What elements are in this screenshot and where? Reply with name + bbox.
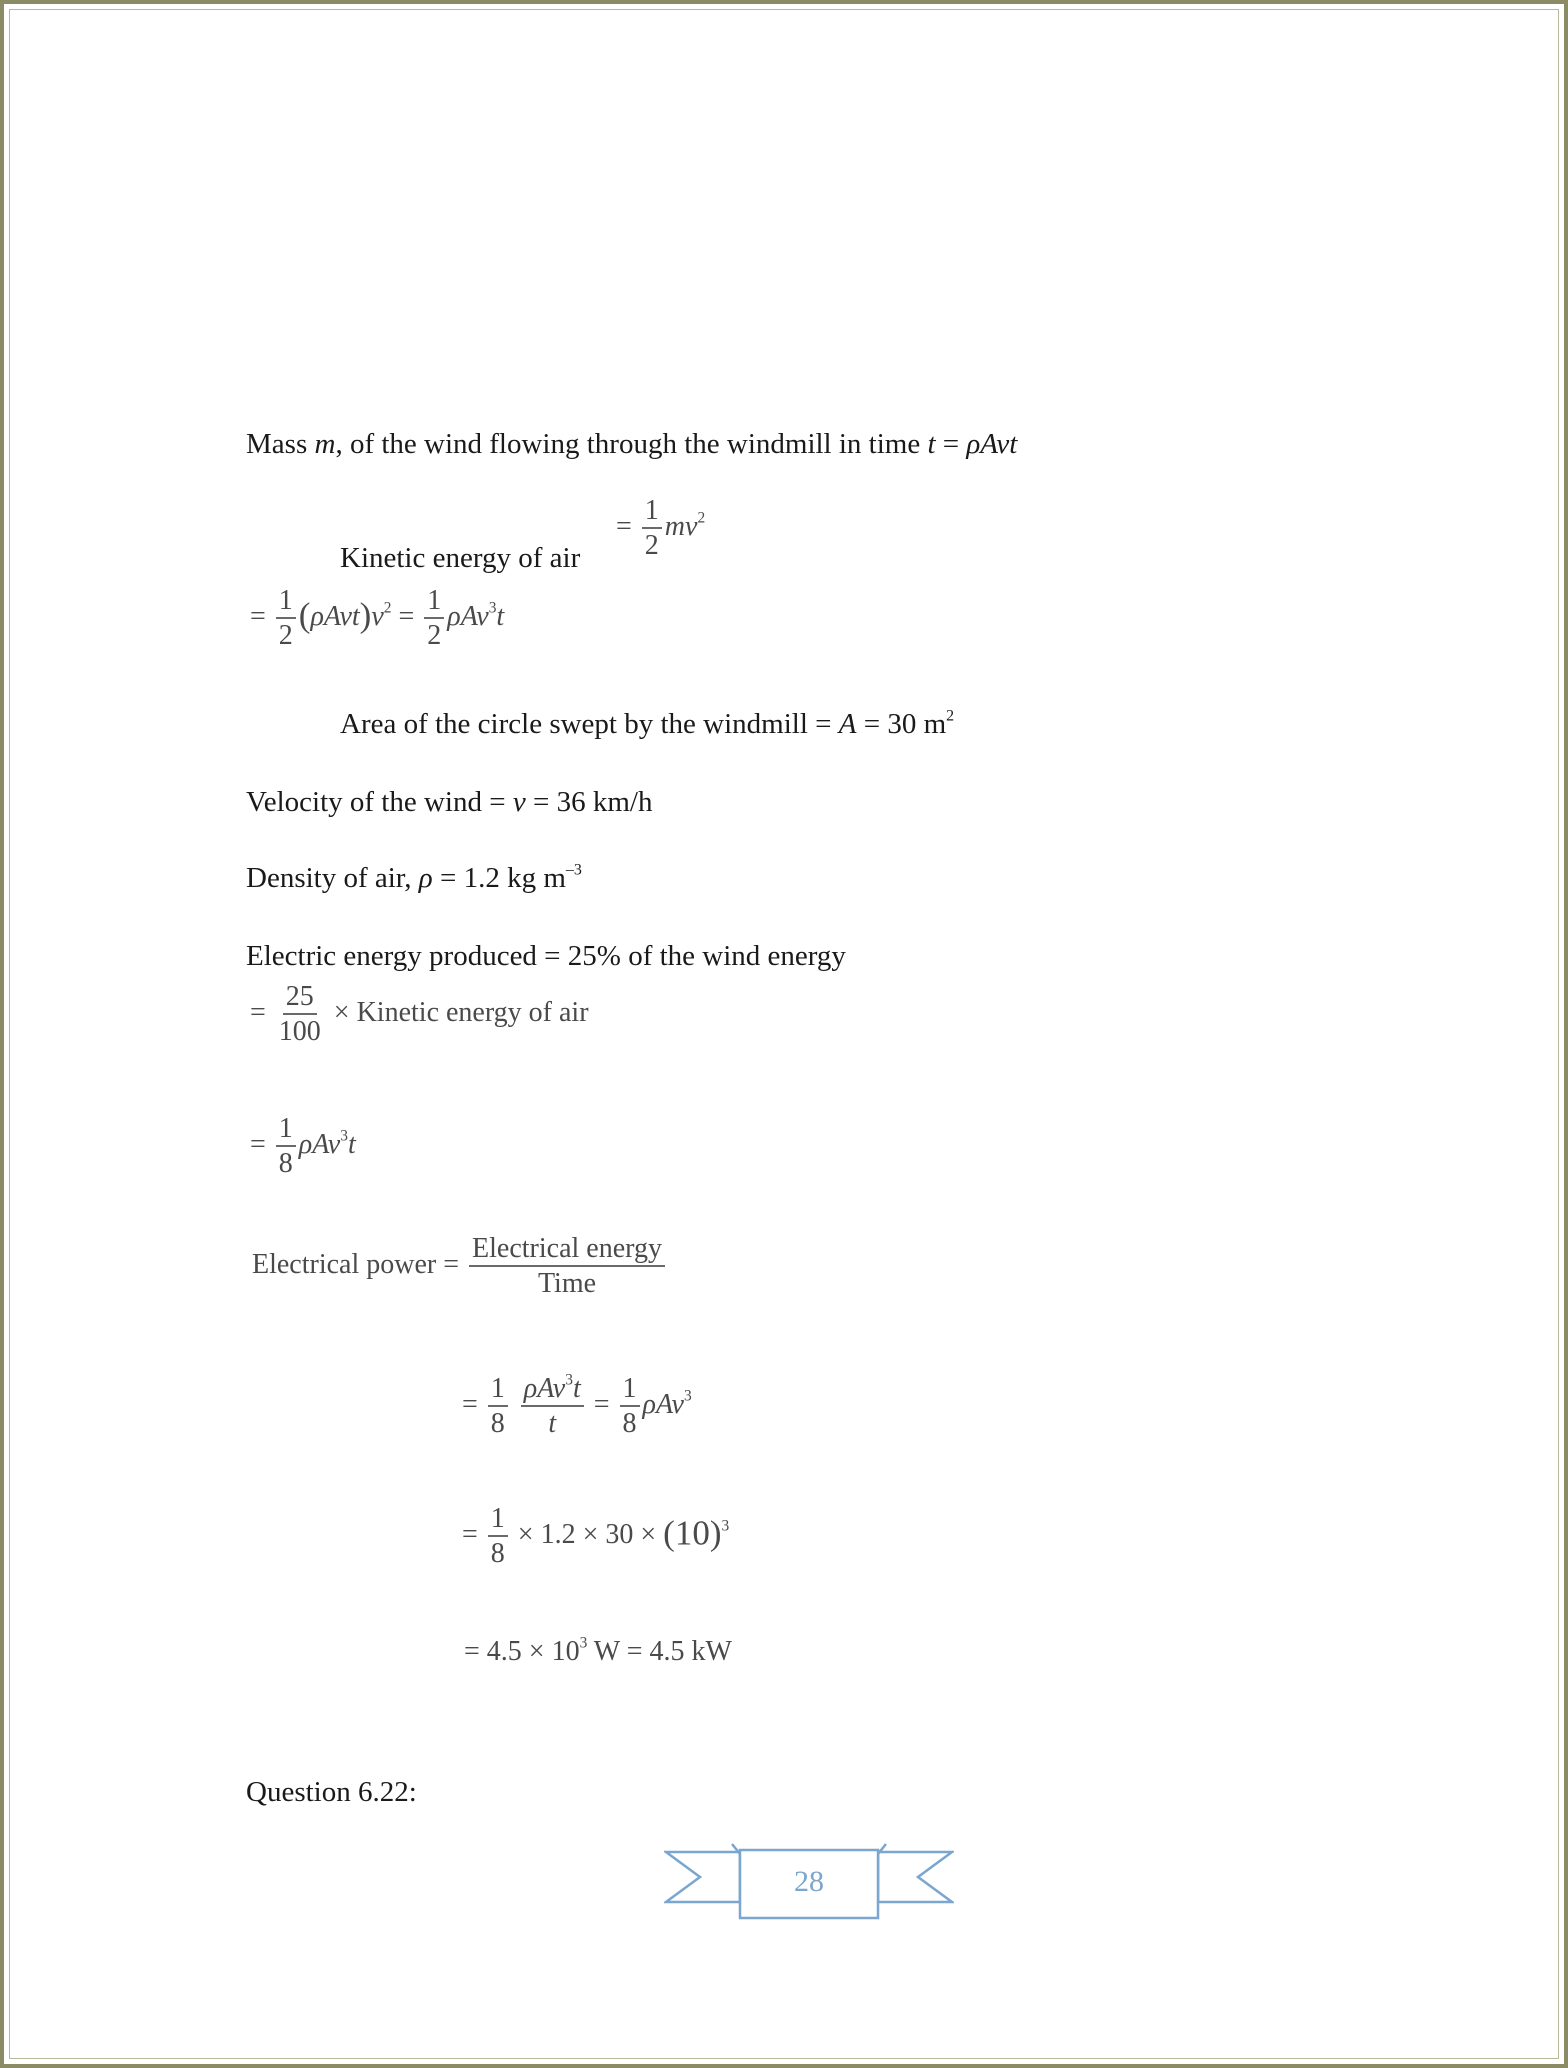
- mass-line: Mass m, of the wind flowing through the windmill in time t = ρAvt: [246, 428, 1018, 460]
- kinetic-energy-label: Kinetic energy of air: [340, 542, 581, 574]
- power-result: = $4.5 \times 10^3$ W = 4.5 kW: [464, 1634, 732, 1667]
- electric-energy-line: Electric energy produced = 25% of the wind energy: [246, 940, 846, 972]
- density-line: Density of air, ρ = 1.2 kg $m^{-3}$: [246, 861, 582, 894]
- kinetic-formula: = $\frac{1}{2}$ $mv^2$: [616, 495, 706, 562]
- page-number-ribbon: [664, 1840, 954, 1924]
- kinetic-expansion: = $\frac{1}{2}$ $(\rho Avt)v^2$ = $\frac{1}{2}$ ρAv$^3$t: [250, 585, 505, 652]
- power-step-2: = $\frac{1}{8}$ × $1.2 \times 30 \times (10)^3$: [462, 1503, 730, 1570]
- area-line: Area of the circle swept by the windmill = A = 30 $m^2$: [340, 707, 955, 740]
- question-heading: Question 6.22:: [246, 1776, 417, 1808]
- velocity-line: Velocity of the wind = v = 36 km/h: [246, 786, 653, 818]
- page-number: 28: [794, 1865, 824, 1898]
- power-step-1: = $\frac{1}{8}$ $\frac{\rho Av^3t}{t}$ = $\frac{1}{8}$ ρAv$^3$: [462, 1371, 692, 1440]
- electric-energy-fraction: = $\frac{25}{100}$ × Kinetic energy of air: [250, 981, 589, 1048]
- power-definition: Electrical power = $\frac{\text{Electrical energy}}{\text{Time}}$: [252, 1234, 668, 1299]
- eighth-energy-line: = $\frac{1}{8}$ ρAv$^3$t: [250, 1113, 356, 1180]
